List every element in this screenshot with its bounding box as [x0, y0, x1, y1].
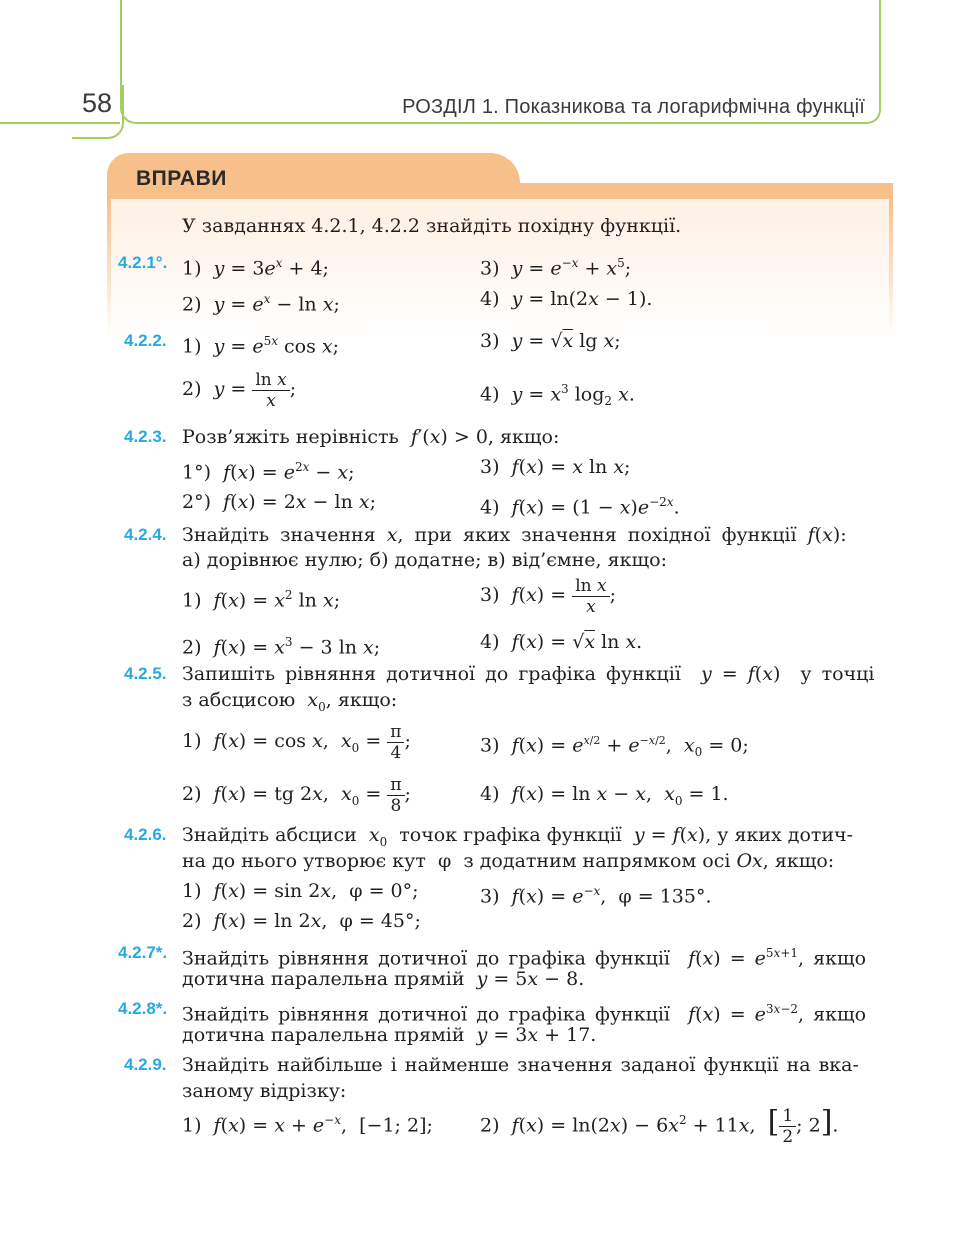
exercise-text: на до нього утворює кут φ з додатним напрямком осі Ox, якщо:: [182, 850, 835, 872]
section-border-left: [107, 199, 111, 339]
exercise-number: 4.2.4.: [124, 525, 167, 544]
intro-text: У завданнях 4.2.1, 4.2.2 знайдіть похідну функції.: [182, 215, 682, 237]
exercise-text: Знайдіть рівняння дотичної до графіка функції $f(x) = e^{3x-2}$, якщо: [182, 1002, 867, 1026]
exercise-number: 4.2.9.: [124, 1055, 167, 1074]
exercise-item: 2) $f(x) = x^3 - 3$ ln x;: [182, 635, 381, 659]
exercise-text: а) дорівнює нулю; б) додатне; в) від’ємне, якщо:: [182, 549, 667, 571]
exercise-item: 1) $y = 3e^x + 4$;: [182, 256, 329, 280]
exercise-text: Знайдіть рівняння дотичної до графіка функції $f(x) = e^{5x+1}$, якщо: [182, 946, 867, 970]
exercise-item: 2) f(x) = ln 2x, φ = 45°;: [182, 910, 421, 932]
exercise-item: 4) f(x) = √x ln x.: [480, 631, 643, 653]
exercise-item: 4) $f(x) = (1 - x)e^{-2x}$.: [480, 495, 680, 519]
exercise-number: 4.2.1°.: [118, 253, 168, 272]
exercise-item: 2) f(x) = tg 2x, $x_0$ = $\frac{\pi}{8}$ ;: [182, 774, 411, 816]
section-border-right: [889, 199, 893, 339]
exercise-item: 3) f(x) = $\frac{\text{ln x}}{x}$ ;: [480, 575, 616, 617]
exercise-number: 4.2.3.: [124, 427, 167, 446]
exercise-item: 1) $f(x) = x + e^{-x}$, [−1; 2];: [182, 1113, 433, 1137]
exercise-text: дотична паралельна прямій y = 3x + 17.: [182, 1024, 597, 1046]
exercise-number: 4.2.7*.: [118, 943, 168, 962]
exercise-item: 1) f(x) = cos x, $x_0$ = $\frac{\pi}{4}$ ;: [182, 721, 411, 763]
exercise-item: 4) y = ln(2x − 1).: [480, 288, 653, 310]
exercise-item: 1) f(x) = sin 2x, φ = 0°;: [182, 880, 419, 902]
exercise-item: 3) f(x) = x ln x;: [480, 456, 631, 478]
exercise-item: 3) $f(x) = e^{x/2} + e^{-x/2}$, $x_0 = 0$;: [480, 734, 749, 760]
exercise-text: Знайдіть абсциси $x_0$ точок графіка функції y = f(x), у яких дотич-: [182, 824, 854, 849]
exercise-item: 3) $f(x) = e^{-x}$, φ = 135°.: [480, 884, 712, 908]
exercise-item: 3) y = √x lg x;: [480, 330, 621, 352]
exercise-text: Запишіть рівняння дотичної до графіка функції y = f(x) у точці: [182, 663, 875, 685]
exercise-text: Розв’яжіть нерівність f′(x) > 0, якщо:: [182, 426, 560, 448]
exercise-text: Знайдіть найбільше і найменше значення заданої функції на вка-: [182, 1054, 859, 1076]
exercise-number: 4.2.6.: [124, 825, 167, 844]
exercise-text: з абсцисою $x_0$, якщо:: [182, 689, 398, 714]
exercise-number: 4.2.8*.: [118, 999, 168, 1018]
page-number: 58: [82, 88, 113, 118]
exercise-number: 4.2.2.: [124, 331, 167, 350]
exercise-item: 4) f(x) = ln x − x, $x_0 = 1$.: [480, 783, 729, 808]
exercise-item: 1°) $f(x) = e^{2x} - x$;: [182, 460, 355, 484]
section-tab-curve: [480, 153, 520, 183]
exercise-item: 1) $y = e^{5x}$ cos x;: [182, 334, 340, 358]
exercise-text: дотична паралельна прямій y = 5x − 8.: [182, 968, 585, 990]
exercise-item: 3) $y = e^{-x} + x^5$;: [480, 256, 632, 280]
chapter-header: РОЗДІЛ 1. Показникова та логарифмічна функції: [402, 96, 865, 118]
exercise-item: 2) $y = e^x - \ln x$;: [182, 292, 340, 316]
exercise-item: 2) y = $\frac{\text{ln x}}{x}$ ;: [182, 369, 297, 411]
exercise-item: 2°) f(x) = 2x − ln x;: [182, 491, 376, 513]
exercise-item: 1) $f(x) = x^2$ ln x;: [182, 588, 341, 612]
exercise-item: 4) $y = x^3$ $\log_2 x$.: [480, 382, 635, 409]
exercise-number: 4.2.5.: [124, 664, 167, 683]
header-rule: [0, 122, 120, 124]
exercise-text: заному відрізку:: [182, 1080, 347, 1102]
exercise-text: Знайдіть значення x, при яких значення похідної функції f(x):: [182, 524, 847, 546]
section-title: ВПРАВИ: [136, 167, 227, 190]
exercise-item: 2) $f(x) = \ln(2x) - 6x^2 + 11x$, [ $\frac{1}{2}$ ; 2].: [480, 1104, 839, 1147]
